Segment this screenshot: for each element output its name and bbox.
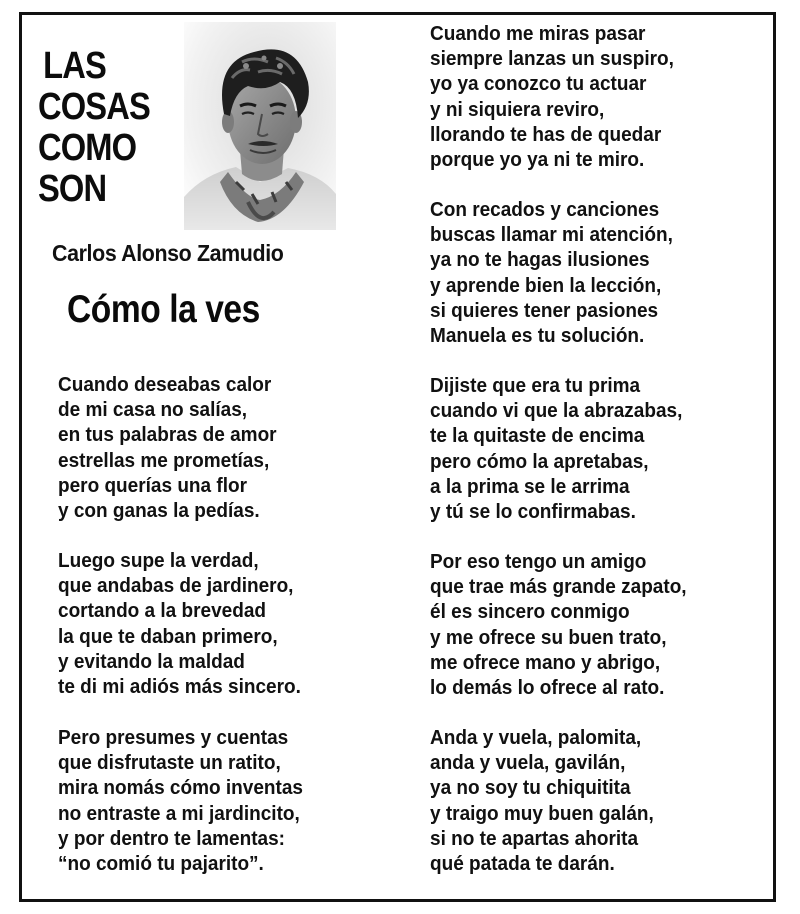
poem-line: ya no soy tu chiquitita	[430, 777, 631, 800]
poem-line: no entraste a mi jardincito,	[58, 802, 300, 825]
poem-line: te la quitaste de encima	[430, 425, 645, 448]
poem-line: llorando te has de quedar	[430, 123, 662, 146]
poem-line: te di mi adiós más sincero.	[58, 676, 301, 699]
poem-line: buscas llamar mi atención,	[430, 224, 673, 247]
poem-line: mira nomás cómo inventas	[58, 777, 303, 800]
poem-line: anda y vuela, gavilán,	[430, 752, 626, 775]
poem-line: pero cómo la apretabas,	[430, 450, 649, 473]
poem-line: estrellas me prometías,	[58, 449, 270, 472]
poem-line: la que te daban primero,	[58, 625, 278, 648]
poem-line: siempre lanzas un suspiro,	[430, 48, 674, 71]
poem-stanza	[58, 549, 314, 700]
poem-line: cortando a la brevedad	[58, 600, 267, 623]
poem-line: Dijiste que era tu prima	[430, 375, 641, 397]
poem-line: Luego supe la verdad,	[58, 550, 259, 572]
poem-line: y evitando la maldad	[58, 650, 245, 673]
column-title-line: SON	[38, 168, 107, 210]
poem-line: que andabas de jardinero,	[58, 575, 294, 598]
poem-line: y ni siquiera reviro,	[430, 98, 605, 121]
poem-line: Con recados y canciones	[430, 199, 660, 221]
poem-line: que trae más grande zapato,	[430, 576, 687, 599]
poem-line: que disfrutaste un ratito,	[58, 752, 281, 775]
poem-line: y con ganas la pedías.	[58, 500, 260, 523]
poem-line: Pero presumes y cuentas	[58, 727, 289, 749]
poem-line: a la prima se le arrima	[430, 475, 630, 498]
poem-line: cuando vi que la abrazabas,	[430, 400, 683, 423]
poem-stanza	[58, 726, 316, 877]
poem-line: porque yo ya ni te miro.	[430, 149, 645, 172]
poem-line: lo demás lo ofrece al rato.	[430, 677, 665, 700]
column-title-line: LAS	[43, 45, 106, 87]
poem-line: y traigo muy buen galán,	[430, 802, 654, 825]
poem-line: pero querías una flor	[58, 474, 247, 497]
poem-line: yo ya conozco tu actuar	[430, 73, 647, 96]
poem-line: Anda y vuela, palomita,	[430, 727, 642, 749]
poem-stanza	[430, 22, 687, 173]
poem-line: qué patada te darán.	[430, 853, 615, 876]
poem-line: ya no te hagas ilusiones	[430, 249, 650, 272]
poem-line: Cuando deseabas calor	[58, 374, 272, 396]
column-title-line: COMO	[38, 127, 137, 169]
poem-line: de mi casa no salías,	[58, 399, 248, 422]
author-portrait-photo	[184, 22, 336, 230]
poem-stanza	[58, 373, 288, 524]
author-name: Carlos Alonso Zamudio	[52, 240, 284, 266]
poem-stanza	[430, 198, 686, 349]
poem-stanza	[430, 726, 666, 877]
poem-line: si quieres tener pasiones	[430, 299, 659, 322]
poem-line: y por dentro te lamentas:	[58, 827, 285, 850]
poem-line: y me ofrece su buen trato,	[430, 626, 667, 649]
column-title-line: COSAS	[38, 86, 150, 128]
poem-line: y aprende bien la lección,	[430, 274, 662, 297]
author-portrait-icon	[184, 22, 336, 230]
poem-line: él es sincero conmigo	[430, 601, 630, 624]
poem-line: Por eso tengo un amigo	[430, 551, 647, 573]
poem-line: Cuando me miras pasar	[430, 23, 646, 45]
poem-line: en tus palabras de amor	[58, 424, 277, 447]
column-title	[38, 46, 150, 210]
poem-stanza	[430, 550, 700, 701]
poem-line: Manuela es tu solución.	[430, 325, 645, 348]
poem-line: y tú se lo confirmabas.	[430, 501, 636, 524]
poem-line: me ofrece mano y abrigo,	[430, 651, 661, 674]
poem-title: Cómo la ves	[67, 288, 260, 331]
poem-line: si no te apartas ahorita	[430, 827, 639, 850]
poem-line: “no comió tu pajarito”.	[58, 853, 264, 876]
poem-stanza	[430, 374, 696, 525]
